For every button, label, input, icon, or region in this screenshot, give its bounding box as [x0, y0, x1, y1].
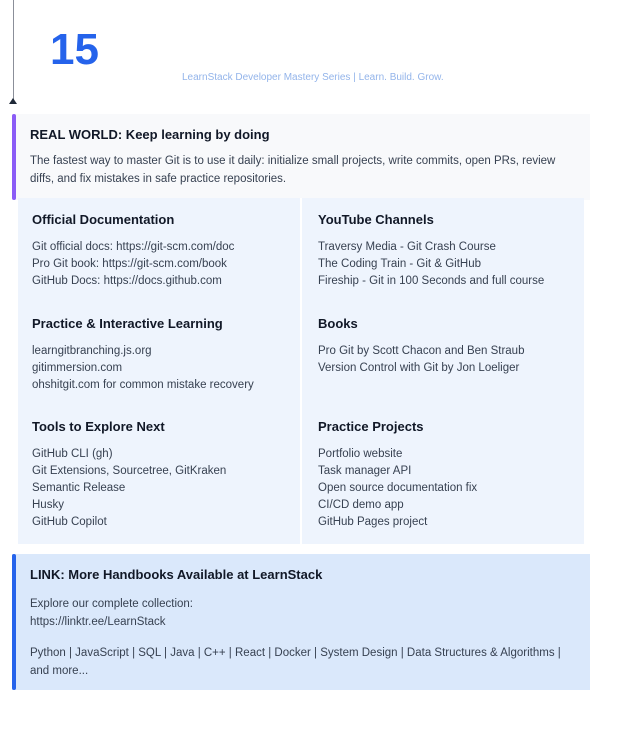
list-item: Pro Git by Scott Chacon and Ben Straub	[318, 345, 525, 357]
real-world-title: REAL WORLD: Keep learning by doing	[30, 127, 270, 142]
list-item[interactable]: ohshitgit.com for common mistake recovery	[32, 379, 254, 391]
real-world-body: The fastest way to master Git is to use it daily: initialize small projects, write commits, open PRs, review diffs, and fix mistakes in safe practice repositories.	[30, 155, 556, 185]
section-title: Practice & Interactive Learning	[32, 316, 223, 331]
list-item: Husky	[32, 499, 64, 511]
section-title: Official Documentation	[32, 212, 175, 227]
tools-section	[32, 419, 288, 531]
projects-section	[318, 419, 574, 531]
list-item[interactable]: GitHub Docs: https://docs.github.com	[32, 275, 222, 287]
page-number: 15	[50, 25, 99, 74]
handbook-languages: Python | JavaScript | SQL | Java | C++ | React | Docker | System Design | Data Structures & Algorithms | and more...	[30, 647, 561, 677]
resources-grid	[18, 198, 584, 544]
list-item[interactable]: gitimmersion.com	[32, 362, 123, 374]
list-item: Version Control with Git by Jon Loeliger	[318, 362, 520, 374]
list-item: CI/CD demo app	[318, 499, 404, 511]
list-item[interactable]: learngitbranching.js.org	[32, 345, 152, 357]
series-tagline: LearnStack Developer Mastery Series | Learn. Build. Grow.	[182, 72, 444, 83]
list-item: GitHub CLI (gh)	[32, 448, 113, 460]
real-world-callout	[12, 114, 590, 200]
column-divider	[300, 198, 302, 544]
list-item: GitHub Copilot	[32, 516, 107, 528]
link-callout	[12, 554, 590, 690]
callout-accent-bar	[12, 554, 16, 690]
list-item[interactable]: Pro Git book: https://git-scm.com/book	[32, 258, 227, 270]
list-item: Portfolio website	[318, 448, 403, 460]
list-item: Open source documentation fix	[318, 482, 478, 494]
list-item: Semantic Release	[32, 482, 126, 494]
link-intro: Explore our complete collection:	[30, 598, 193, 610]
youtube-section	[318, 212, 574, 290]
section-title: Practice Projects	[318, 419, 424, 434]
list-item: Fireship - Git in 100 Seconds and full course	[318, 275, 545, 287]
practice-section	[32, 316, 288, 394]
section-title: Books	[318, 316, 358, 331]
section-title: Tools to Explore Next	[32, 419, 165, 434]
books-section	[318, 316, 574, 377]
timeline-arrow-icon	[9, 98, 17, 104]
callout-accent-bar	[12, 114, 16, 200]
list-item: The Coding Train - Git & GitHub	[318, 258, 481, 270]
timeline-line	[13, 0, 14, 100]
link-body	[30, 595, 578, 631]
list-item[interactable]: Git official docs: https://git-scm.com/doc	[32, 241, 235, 253]
list-item: Task manager API	[318, 465, 412, 477]
linktree-link[interactable]: https://linktr.ee/LearnStack	[30, 616, 166, 628]
list-item: Traversy Media - Git Crash Course	[318, 241, 496, 253]
list-item: GitHub Pages project	[318, 516, 428, 528]
list-item: Git Extensions, Sourcetree, GitKraken	[32, 465, 227, 477]
link-title: LINK: More Handbooks Available at LearnStack	[30, 567, 323, 582]
official-docs-section	[32, 212, 288, 290]
section-title: YouTube Channels	[318, 212, 434, 227]
